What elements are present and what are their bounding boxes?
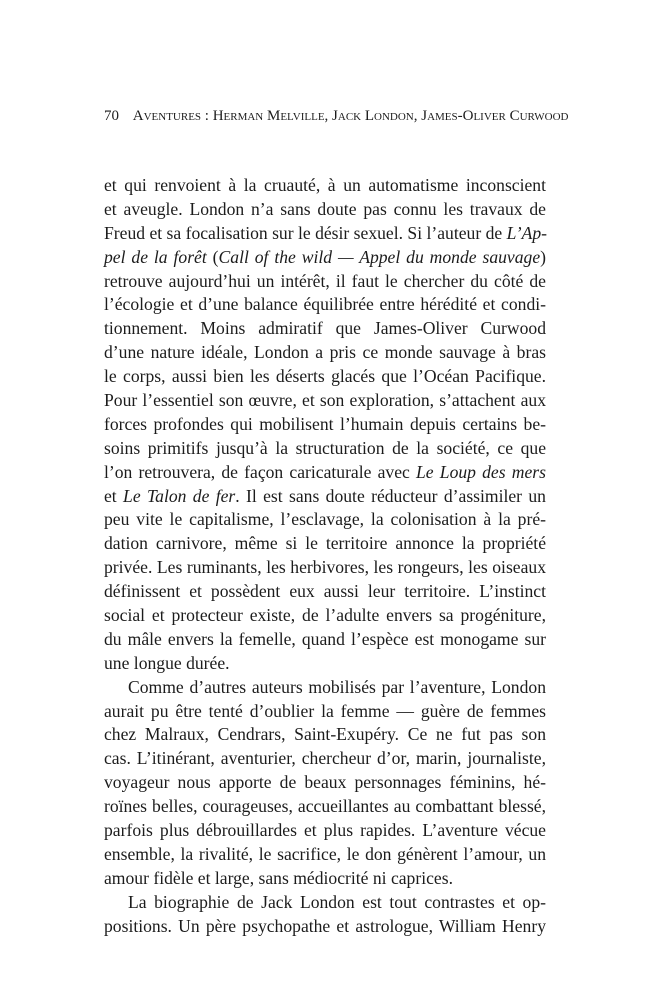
text-segment: Comme d’autres auteurs mobilisés par l’aventure, London [128,676,546,697]
text-segment: amour fidèle et large, sans médiocrité ni caprices. [104,867,453,888]
text-line [104,389,546,413]
text-segment: Pour l’essentiel son œuvre, et son exploration, s’attachent aux [104,390,546,411]
text-segment: tionnement. Moins admiratif que James-Oliver Curwood [104,318,546,339]
text-line [104,246,546,270]
text-line [104,437,546,461]
text-segment: aurait pu être tenté d’oublier la femme — guère de femmes [104,700,546,721]
text-segment: cas. L’itinérant, aventurier, chercheur d’or, marin, journaliste, [104,748,546,769]
text-line [104,676,546,700]
page-number: 70 [104,108,119,124]
italic-title: Le Talon de fer [123,485,236,506]
text-line [104,270,546,294]
text-segment: . Il est sans doute réducteur d’assimiler un [235,485,546,506]
text-line [104,700,546,724]
text-line [104,723,546,747]
text-line [104,532,546,556]
text-segment: voyageur nous apporte de beaux personnages féminins, hé- [104,772,546,793]
text-line [104,915,546,939]
text-segment: et [104,485,124,506]
text-line [104,365,546,389]
text-line [104,222,546,246]
text-line [104,198,546,222]
text-segment: retrouve aujourd’hui un intérêt, il faut le chercher du côté de [104,270,546,291]
text-line [104,867,546,891]
text-segment: peu vite le capitalisme, l’esclavage, la colonisation à la pré- [104,509,546,530]
text-line [104,461,546,485]
text-line [104,341,546,365]
text-line [104,485,546,509]
text-segment: d’une nature idéale, London a pris ce monde sauvage à bras [104,342,546,363]
text-segment: et qui renvoient à la cruauté, à un automatisme inconscient [104,175,546,195]
text-segment: l’écologie et d’une balance équilibrée entre hérédité et condi- [104,294,546,315]
running-header [104,108,569,125]
text-line [104,556,546,580]
text-line [104,652,546,676]
text-segment: social et protecteur existe, de l’adulte envers sa progéniture, [104,605,546,626]
text-line [104,413,546,437]
text-segment: Freud et sa focalisation sur le désir sexuel. Si l’auteur de [104,222,507,243]
text-segment: et aveugle. London n’a sans doute pas connu les travaux de [104,198,546,219]
text-segment: La biographie de Jack London est tout contrastes et op- [128,891,546,912]
text-segment: soins primitifs jusqu’à la structuration de la société, ce que [104,437,546,458]
text-segment: ensemble, la rivalité, le sacrifice, le don génèrent l’amour, un [104,843,546,864]
body-text [104,174,546,939]
text-segment: ) [540,246,546,267]
text-segment: une longue durée. [104,652,230,673]
text-segment: positions. Un père psychopathe et astrologue, William Henry [104,915,546,936]
text-line [104,843,546,867]
text-line [104,293,546,317]
italic-title: Le Loup des mers [416,461,546,482]
text-line [104,771,546,795]
text-line [104,174,546,198]
text-line [104,604,546,628]
text-segment: définissent et possèdent eux aussi leur territoire. L’instinct [104,581,546,602]
italic-title: pel de la forêt [104,246,207,267]
text-line [104,747,546,771]
text-line [104,580,546,604]
text-segment: dation carnivore, même si le territoire annonce la propriété [104,533,546,554]
text-line [104,628,546,652]
running-head-title: Aventures : Herman Melville, Jack London, James-Oliver Curwood [132,108,569,124]
text-segment: le corps, aussi bien les déserts glacés que l’Océan Pacifique. [104,366,546,387]
text-line [104,317,546,341]
text-segment: l’on retrouvera, de façon caricaturale avec [104,461,417,482]
text-segment: chez Malraux, Cendrars, Saint-Exupéry. Ce ne fut pas son [104,724,546,745]
italic-title: L’Ap- [506,222,547,243]
text-segment: ( [206,246,219,267]
text-segment: parfois plus débrouillardes et plus rapides. L’aventure vécue [104,820,546,841]
text-segment: privée. Les ruminants, les herbivores, les rongeurs, les oiseaux [104,557,546,578]
text-line [104,508,546,532]
text-segment: roïnes belles, courageuses, accueillantes au combattant blessé, [104,796,546,817]
text-line [104,891,546,915]
italic-title: Call of the wild — Appel du monde sauvage [218,246,541,267]
text-segment: forces profondes qui mobilisent l’humain depuis certains be- [104,413,546,434]
text-line [104,819,546,843]
text-segment: du mâle envers la femelle, quand l’espèce est monogame sur [104,628,546,649]
text-line [104,795,546,819]
